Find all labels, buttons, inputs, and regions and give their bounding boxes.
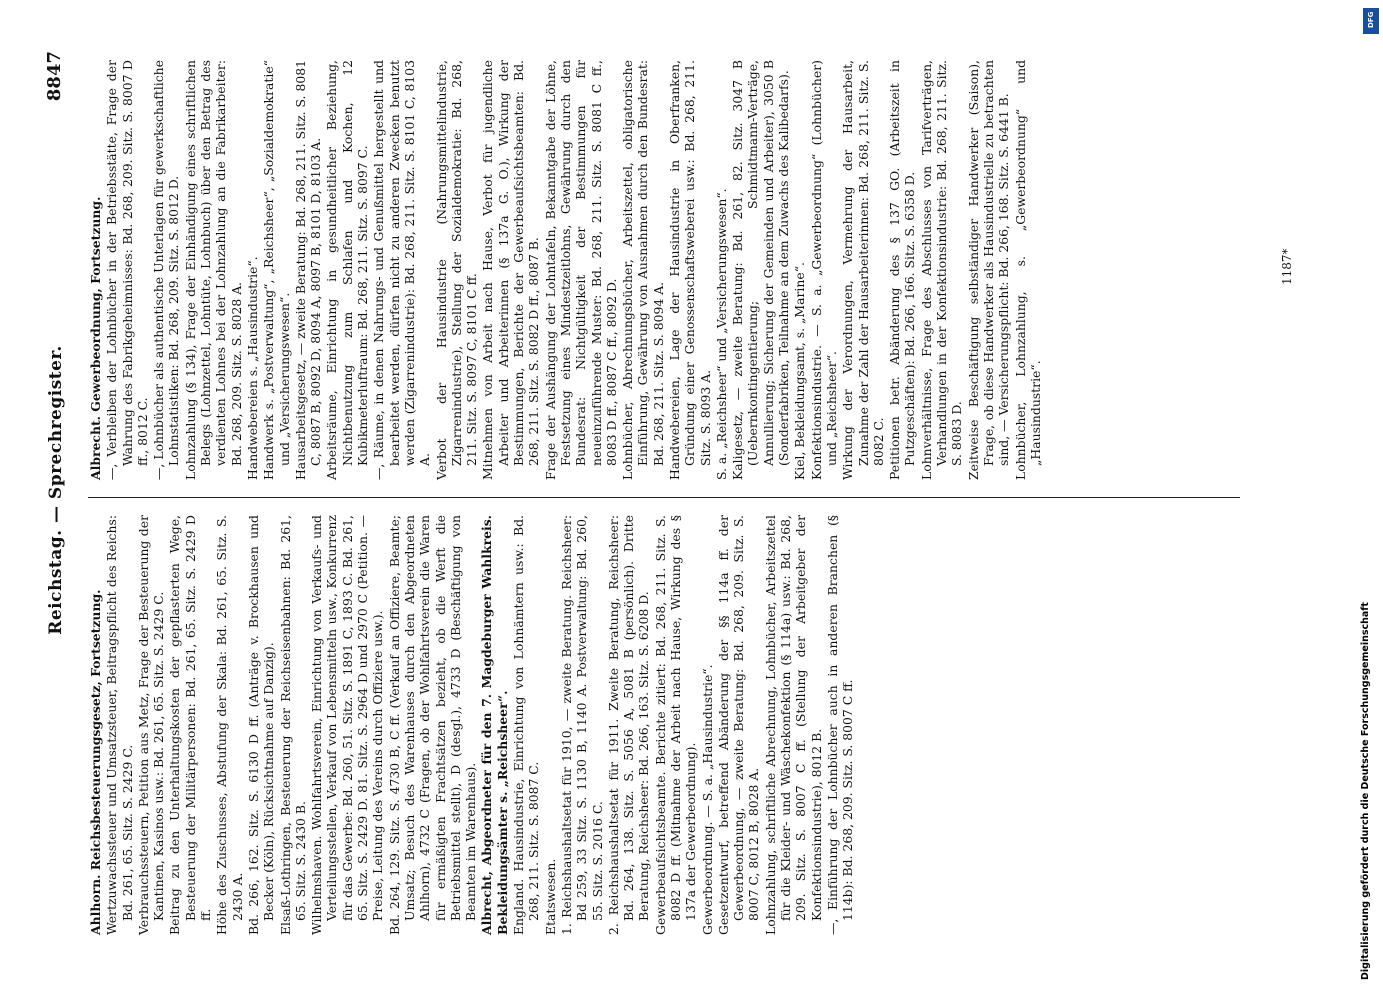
register-entry: Wilhelmshaven. Wohlfahrtsverein, Einrichtung von Verkaufs- und Verteilungsstellen, Verkauf von Lebensmitteln usw., Konkurrenz für das Gewerbe: Bd. 260, 51. Sitz. S. 1891 C, 1893 C. Bd. 261, 65. Sitz. S. 2429 D. 81. Sitz. S. 2964 D und 2970 C (Petition. — Preise, Leitung des Vereins durch Offiziere usw.). <box>309 515 386 935</box>
register-entry: England. Hausindustrie, Einrichtung von Lohnämtern usw.: Bd. 268, 211. Sitz. S. 8087 C. <box>511 515 542 935</box>
register-entry: Zeitweise Beschäftigung selbständiger Handwerker (Saison), Frage, ob diese Handwerker als Hausindustrielle zu betrachten sind, — Versicherungspflicht: Bd. 266, 168. Sitz. S. 6441 B. <box>965 60 1012 480</box>
register-entry: 2. Reichshaushaltsetat für 1911. Zweite Beratung, Reichsheer: Bd. 264, 138. Sitz. S. 5056 A, 5081 B (persönlich). Dritte Beratung, Reichsheer: Bd. 266, 163. Sitz. S. 6208 D. <box>605 515 652 935</box>
register-entry: Kaligesetz, — zweite Beratung: Bd. 261, 82. Sitz. 3047 B (Uebernkontingentierung; Schmidtmann-Verträge, Annullierung; Sicherung der Gemeinden und Arbeiter), 3050 B (Sonderfabriken, Teilnahme an dem Zuwachs des Kalibedarfs). <box>730 60 792 480</box>
dfg-logo-text: DFG <box>1367 11 1375 28</box>
register-entry: Gesetzentwurf, betreffend Abänderung der §§ 114a ff. der Gewerbeordnung, — zweite Beratung: Bd. 268, 209. Sitz. S. 8007 C, 8012 B, 8028 A. <box>715 515 762 935</box>
register-entry: Handwebereien, Lage der Hausindustrie in Oberfranken, Gründung einer Genossenschaftsweberei usw.: Bd. 268, 211. Sitz. S. 8093 A. <box>666 60 713 480</box>
right-column <box>88 60 1044 480</box>
left-column <box>88 515 857 935</box>
watermark <box>1360 20 1378 980</box>
footer-signature: 1187* <box>1280 248 1294 285</box>
column-divider <box>88 497 1240 498</box>
register-entry: Lohnbücher, Lohnzahlung, s. „Gewerbeordnung“ und „Hausindustrie“. <box>1012 60 1043 480</box>
register-entry: —, Verbleiben der Lohnbücher in der Betriebsstätte, Frage der Wahrung des Fabrikgeheimnisses: Bd. 268, 209. Sitz. S. 8007 D ff., 8012 C. <box>104 60 150 480</box>
register-entry: Lohnzahlung, schriftliche Abrechnung, Lohnbücher, Arbeitszettel für die Kleider- und Wäschekonfektion (§ 114a) usw.: Bd. 268, 209. Sitz. S. 8007 C ff. (Stellung der Arbeitgeber der Konfektionsindustrie), 8012 B. <box>762 515 824 935</box>
register-entry: Lohnbücher, Abrechnungsbücher, Arbeitszettel, obligatorische Einführung, Gewährung von Ausnahmen durch den Bundesrat: Bd. 268, 211. Sitz. S. 8094 A. <box>620 60 666 480</box>
register-entry: Mitnehmen von Arbeit nach Hause, Verbot für jugendliche Arbeiter und Arbeiterinnen (§ 137a G. O.), Wirkung der Bestimmungen, Berichte der Gewerbeaufsichtsbeamten: Bd. 268, 211. Sitz. S. 8082 D ff., 8087 B. <box>480 60 542 480</box>
register-entry: Albrecht. Gewerbeordnung, Fortsetzung. <box>88 196 103 480</box>
register-entry: Lohnzahlung (§ 134), Frage der Einhändigung eines schriftlichen Belegs (Lohnzettel, Lohntüte, Lohnbuch) über den Betrag des verdienten Lohnes bei der Lohnzahlung an die Fabrikarbeiter: Bd. 268, 209. Sitz. S. 8028 A. <box>182 60 244 480</box>
register-entry: Lohnverhältnisse, Frage des Abschlusses von Tarifverträgen, Verhandlungen in der Konfektionsindustrie: Bd. 268, 211. Sitz. S. 8083 D. <box>918 60 965 480</box>
register-entry: Arbeitsräume, Einrichtung in gesundheitlicher Beziehung, Nichtbenutzung zum Schlafen und Kochen, 12 Kubikmeterluftraum: Bd. 268, 211. Sitz. S. 8097 C. <box>324 60 371 480</box>
register-entry: —, Einführung der Lohnbücher auch in anderen Branchen (§ 114b): Bd. 268, 209. Sitz. S. 8007 C ff. <box>824 515 856 935</box>
register-entry: Ahlhorn. Reichsbesteuerungsgesetz, Fortsetzung. <box>88 589 103 935</box>
page-header <box>40 45 80 935</box>
register-entry: Verbrauchssteuern, Petition aus Metz, Frage der Besteuerung der Kantinen, Kasinos usw.: Bd. 261, 65. Sitz. S. 2429 C. <box>135 515 167 935</box>
register-entry: Elsaß-Lothringen, Besteuerung der Reichseisenbahnen: Bd. 261, 65. Sitz. S. 2430 B. <box>277 515 308 935</box>
register-entry: Kiel, Bekleidungsamt, s. „Marine“. <box>792 262 808 480</box>
register-entry: Höhe des Zuschusses, Abstufung der Skala: Bd. 261, 65. Sitz. S. 2430 A. <box>214 515 245 935</box>
page-number: 8847 <box>44 51 65 102</box>
register-entry: —, Lohnbücher als authentische Unterlagen für gewerkschaftliche Lohnstatistiken: Bd. 268, 209. Sitz. S. 8012 D. <box>151 60 182 480</box>
register-entry: S. a. „Reichsheer“ und „Versicherungswesen“. <box>713 188 729 480</box>
register-entry: Bd. 266, 162. Sitz. S. 6130 D ff. (Anträge v. Brockhausen und Becker (Köln), Rücksichtnahme auf Danzig). <box>245 515 277 935</box>
register-entry: —, Räume, in denen Nahrungs- und Genußmittel hergestellt und bearbeitet werden, dürfen nicht zu anderen Zwecken benutzt werden (Zigarrenindustrie): Bd. 268, 211. Sitz. S. 8101 C, 8103 A. <box>371 60 433 480</box>
watermark-text: Digitalisierung gefördert durch die Deutsche Forschungsgemeinschaft <box>1360 602 1371 980</box>
register-entry: Beitrag zu den Unterhaltungskosten der gepflasterten Wege, Besteuerung der Militärpersonen: Bd. 261, 65. Sitz. S. 2429 D ff. <box>167 515 214 935</box>
register-entry: Wertzuwachssteuer und Umsatzsteuer, Beitragspflicht des Reichs: Bd. 261, 65. Sitz. S. 2429 C. <box>104 515 135 935</box>
register-entry: Petitionen betr. Abänderung des § 137 GO. (Arbeitszeit in Putzgeschäften): Bd. 266, 166. Sitz. S. 6358 D. <box>887 60 918 480</box>
register-entry: Frage der Aushängung der Lohntafeln, Bekanntgabe der Löhne, Festsetzung eines Mindestzeitlohns, Gewährung durch den Bundesrat: Nichtgültigkeit der Bestimmungen für neueinzuführende Muster: Bd. 268, 211. Sitz. S. 8081 C ff., 8083 D ff., 8087 C ff., 8092 D. <box>542 60 619 480</box>
register-entry: Verbot der Hausindustrie (Nahrungsmittelindustrie, Zigarrenindustrie), Stellung der Sozialdemokratie: Bd. 268, 211. Sitz. S. 8097 C, 8101 C ff. <box>433 60 480 480</box>
register-entry: Etatswesen. <box>542 858 558 935</box>
register-entry: Handwebereien s. „Hausindustrie“. <box>244 256 260 480</box>
register-entry: Albrecht, Abgeordneter für den 7. Magdeburger Wahlkreis. Bekleidungsämter s. „Reichsheer“. <box>479 515 510 935</box>
header-title: Reichstag. — Sprechregister. <box>46 345 66 635</box>
register-entry: Wirkung der Verordnungen, Vermehrung der Hausarbeit, Zunahme der Zahl der Hausarbeiterinnen: Bd. 268, 211. Sitz. S. 8082 C. <box>840 60 886 480</box>
register-entry: Konfektionsindustrie. — S. a. „Gewerbeordnung“ (Lohnbücher) und „Reichsheer“. <box>808 60 839 480</box>
register-entry: Bd. 264, 129. Sitz. S. 4730 B, C ff. (Verkauf an Offiziere, Beamte; Umsatz; Besuch des Warenhauses durch den Abgeordneten Ahlhorn), 4732 C (Fragen, ob der Wohlfahrtsverein die Waren für ermäßigten Frachtsätzen bezieht, ob die Werft die Betriebsmittel stellt), D (desgl.), 4733 D (Beschäftigung von Beamten im Warenhaus). <box>386 515 479 935</box>
register-entry: Handwerk s. „Postverwaltung“, „Reichsheer“, „Sozialdemokratie“ und „Versicherungswesen“. <box>261 60 292 480</box>
rotated-content <box>40 45 1320 935</box>
register-entry: 1. Reichshaushaltsetat für 1910, — zweite Beratung. Reichsheer: Bd 259, 33 Sitz. S. 1130 B, 1140 A. Postverwaltung: Bd. 260, 55. Sitz. S. 2016 C. <box>558 515 605 935</box>
register-entry: Gewerbeaufsichtsbeamte. Berichte zitiert: Bd. 268, 211. Sitz. S. 8082 D ff. (Mitnahme der Arbeit nach Hause, Wirkung des § 137a der Gewerbeordnung). <box>652 515 699 935</box>
register-entry: Hausarbeitsgesetz, — zweite Beratung: Bd. 268, 211. Sitz. S. 8081 C, 8087 B, 8092 D, 8094 A, 8097 B, 8101 D, 8103 A. <box>292 60 324 480</box>
register-entry: Gewerbeordnung. — S. a. „Hausindustrie“. <box>699 664 715 935</box>
